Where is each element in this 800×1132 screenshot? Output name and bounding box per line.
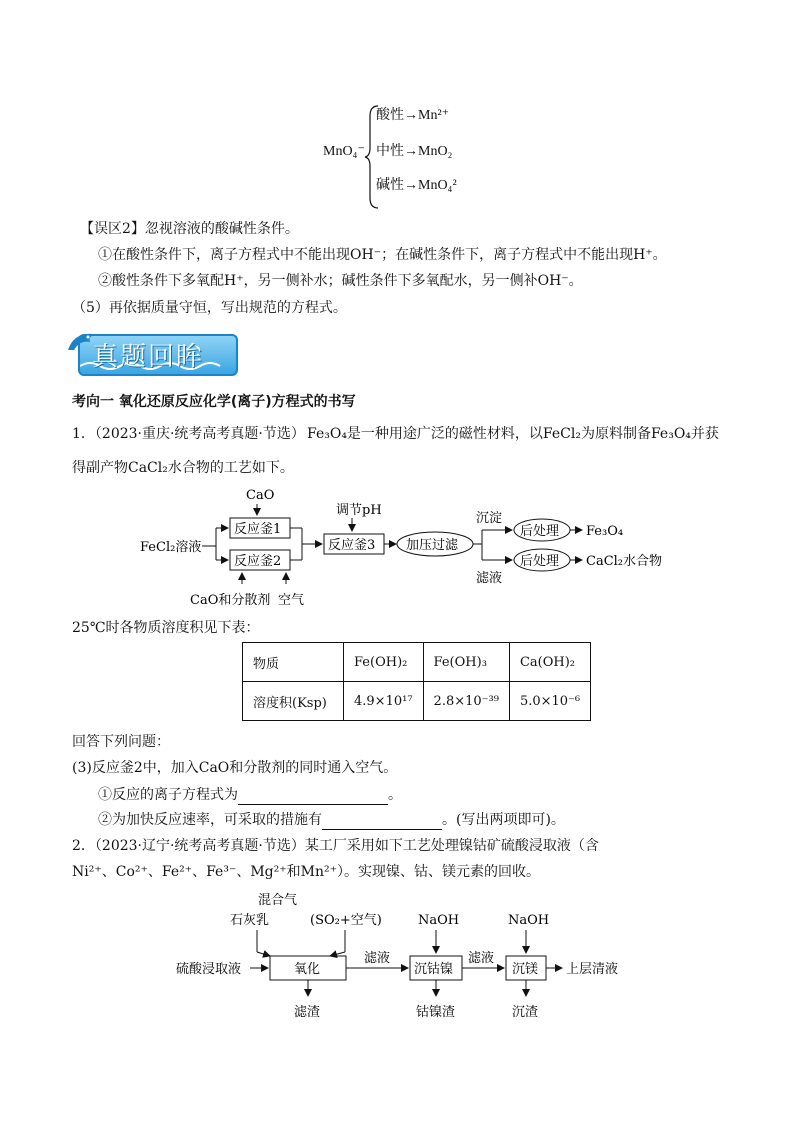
q2-flowchart (170, 890, 640, 1030)
answer-blank-2[interactable] (322, 815, 442, 830)
flow-cacl2: CaCl₂水合物 (586, 554, 663, 569)
mno4-neutral: 中性→MnO₂ (376, 144, 453, 159)
flow-post2: 后处理 (520, 554, 560, 569)
step5: （5）再依据质量守恒，写出规范的方程式。 (72, 300, 347, 316)
section-banner (66, 328, 236, 378)
mno4-base: 碱性→MnO₄² (376, 178, 457, 193)
flow2-naoh1: NaOH (418, 913, 460, 928)
flow2-coni: 沉钴镍 (414, 962, 454, 977)
flow-fe3o4: Fe₃O₄ (586, 524, 624, 539)
flow-filtrate: 滤液 (476, 571, 503, 586)
flow-cao-top: CaO (246, 488, 275, 503)
flow2-mg: 沉镁 (512, 962, 539, 977)
flow-filter: 加压过滤 (406, 538, 459, 553)
flow2-naoh2: NaOH (508, 913, 550, 928)
mistake2-line1: ①在酸性条件下，离子方程式中不能出现OH⁻；在碱性条件下，离子方程式中不能出现H⁺。 (98, 247, 667, 263)
q1-sub3-1: ①反应的离子方程式为 。 (98, 787, 402, 803)
mno4-lhs: MnO₄⁻ (323, 144, 365, 159)
ksp-header-0: 物质 (243, 643, 344, 682)
flow-reactor2: 反应釜2 (234, 554, 282, 569)
flow-reactor3: 反应釜3 (328, 538, 376, 553)
q1-intro-a: 1．（2023·重庆·统考高考真题·节选） (72, 426, 305, 442)
flow-reactor1: 反应釜1 (234, 522, 282, 537)
mistake2-title: 【误区2】忽视溶液的酸碱性条件。 (80, 221, 299, 237)
flow-precipitate: 沉淀 (476, 511, 503, 526)
flow2-oxidize: 氧化 (294, 962, 321, 977)
flow-bottom-a: CaO和分散剂 (190, 593, 271, 608)
ksp-header-1: Fe(OH)₂ (344, 643, 424, 682)
ksp-header-2: Fe(OH)₃ (423, 643, 509, 682)
flow2-clear: 上层清液 (566, 962, 619, 977)
q1-sub3: (3)反应釜2中，加入CaO和分散剂的同时通入空气。 (72, 760, 398, 776)
ksp-header-3: Ca(OH)₂ (509, 643, 590, 682)
flow2-gas2: (SO₂+空气) (310, 913, 382, 928)
flow-bottom-b: 空气 (278, 593, 305, 608)
flow2-lime: 石灰乳 (230, 913, 270, 928)
q1-intro-b: Fe₃O₄是一种用途广泛的磁性材料，以FeCl₂为原料制备Fe₃O₄并获 (307, 426, 719, 442)
ksp-row-label: 溶度积(Ksp) (243, 682, 344, 721)
flow2-residue2: 钴镍渣 (416, 1005, 456, 1020)
flow2-residue1: 滤渣 (294, 1005, 321, 1020)
q1-sub3-2: ②为加快反应速率，可采取的措施有 。(写出两项即可)。 (98, 812, 565, 828)
mno4-acid: 酸性→Mn²⁺ (376, 108, 450, 123)
q1-table-caption: 25℃时各物质溶度积见下表： (72, 620, 260, 636)
q2-intro-a: 2．（2023·辽宁·统考高考真题·节选）某工厂采用如下工艺处理镍钴矿硫酸浸取液（含 (72, 838, 599, 854)
q2-intro-b: Ni²⁺、Co²⁺、Fe²⁺、Fe³⁻、Mg²⁺和Mn²⁺）。实现镍、钴、镁元素的回收。 (72, 864, 540, 880)
ksp-value-0: 4.9×10¹⁷ (344, 682, 424, 721)
mistake2-line2: ②酸性条件下多氧配H⁺，另一侧补水；碱性条件下多氧配水，另一侧补OH⁻。 (98, 273, 583, 289)
flow2-feed: 硫酸浸取液 (176, 962, 242, 977)
flow2-filtrate2: 滤液 (468, 951, 495, 966)
q1-answer-prompt: 回答下列问题： (72, 734, 170, 750)
flow-fecl2: FeCl₂溶液 (140, 540, 202, 555)
flow2-filtrate1: 滤液 (364, 951, 391, 966)
section-title: 考向一 氧化还原反应化学(离子)方程式的书写 (72, 394, 356, 410)
ksp-value-1: 2.8×10⁻³⁹ (423, 682, 509, 721)
ksp-table (242, 642, 591, 721)
banner-title: 真题回眸 (92, 342, 205, 372)
q1-flowchart (130, 484, 690, 610)
flow2-residue3: 沉渣 (512, 1005, 539, 1020)
q1-intro-c: 得副产物CaCl₂水合物的工艺如下。 (72, 460, 294, 476)
answer-blank-1[interactable] (238, 790, 388, 805)
flow-post1: 后处理 (520, 524, 560, 539)
flow2-gas1: 混合气 (258, 893, 298, 908)
ksp-value-2: 5.0×10⁻⁶ (509, 682, 590, 721)
flow-ph: 调节pH (336, 503, 382, 518)
